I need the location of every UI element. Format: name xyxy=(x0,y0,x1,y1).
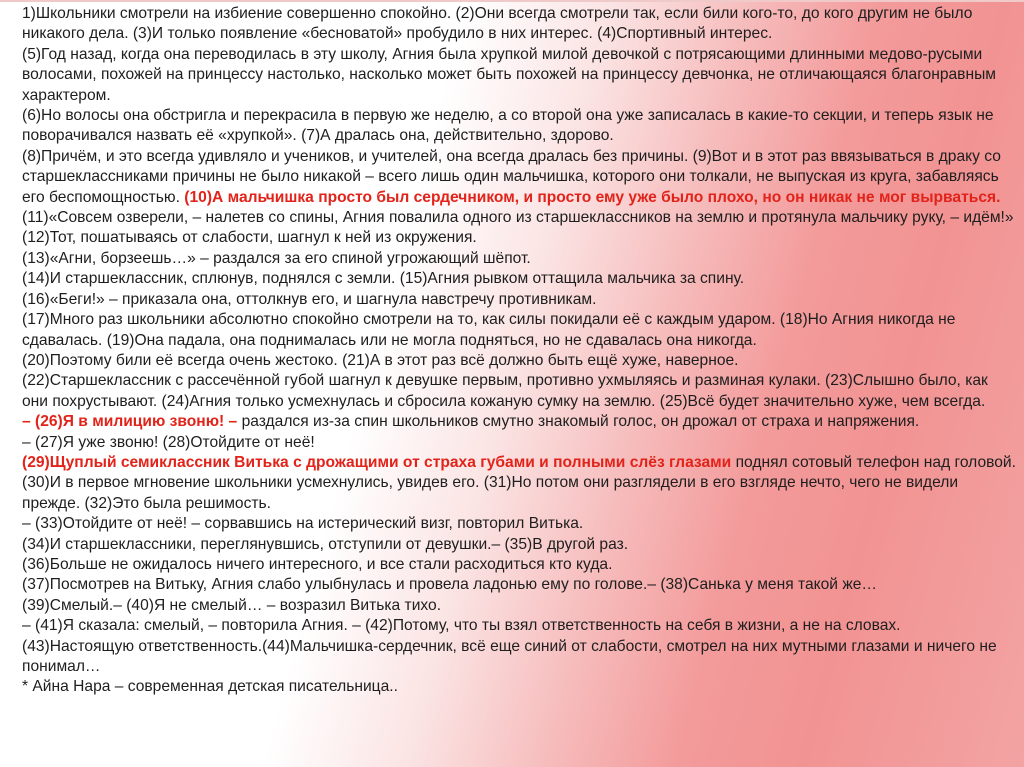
paragraph xyxy=(22,514,1018,534)
paragraph xyxy=(22,4,1018,45)
paragraph xyxy=(22,208,1018,228)
paragraph-text: (14)И старшеклассник, сплюнув, поднялся с земли. (15)Агния рывком оттащила мальчика за спину. xyxy=(22,270,745,288)
paragraph xyxy=(22,269,1018,289)
paragraph-text: (34)И старшеклассники, переглянувшись, отступили от девушки.– (35)В другой раз. xyxy=(22,535,629,553)
paragraph-text: (6)Но волосы она обстригла и перекрасила в первую же неделю, а со второй она уже записалась в какие-то секции, и теперь язык не поворачивался назвать её «хрупкой». (7)А дралась она, действительно, здорово. xyxy=(22,107,994,145)
paragraph-text: (12)Тот, пошатываясь от слабости, шагнул к ней из окружения. xyxy=(22,229,477,247)
paragraph-text: – (27)Я уже звоню! (28)Отойдите от неё! xyxy=(22,433,315,451)
paragraph-text: (20)Поэтому били её всегда очень жестоко. (21)А в этот раз всё должно быть ещё хуже, наверное. xyxy=(22,351,739,369)
paragraph xyxy=(22,290,1018,310)
highlighted-text: 29)Щуплый семиклассник Витька с дрожащими от страха губами и полными слёз глазами xyxy=(27,453,732,471)
story-text xyxy=(22,4,1018,698)
paragraph-text: раздался из-за спин школьников смутно знакомый голос, он дрожал от страха и напряжения. xyxy=(237,413,920,431)
paragraph xyxy=(22,535,1018,555)
paragraph-text: 1)Школьники смотрели на избиение совершенно спокойно. (2)Они всегда смотрели так, если били кого-то, до кого другим не было никакого дела. (3)И только появление «бесноватой» пробудило в них интерес. (4)Спортивный интерес. xyxy=(22,5,973,43)
paragraph xyxy=(22,412,1018,432)
paragraph xyxy=(22,106,1018,147)
paragraph xyxy=(22,310,1018,351)
paragraph-text: (8)Причём, и это всегда удивляло и учеников, и учителей, она всегда дралась без причины. (9)Вот и в этот раз ввязываться в драку со старшеклассниками причины не было никакой – всего лишь один мальчишка, которого они толкали, не выпуская из круга, забавляясь его беспомощностью. xyxy=(22,147,1001,206)
paragraph xyxy=(22,575,1018,595)
paragraph xyxy=(22,555,1018,575)
paragraph xyxy=(22,249,1018,269)
paragraph-text: (37)Посмотрев на Витьку, Агния слабо улыбнулась и провела ладонью ему по голове.– (38)Санька у меня такой же… xyxy=(22,576,878,594)
paragraph-text: (5)Год назад, когда она переводилась в эту школу, Агния была хрупкой милой девочкой с потрясающими длинными медово-русыми волосами, похожей на принцессу настолько, насколько может быть похожей на принцессу девчонка, не отличающаяся благонравным характером. xyxy=(22,45,996,104)
paragraph-text: (13)«Агни, борзеешь…» – раздался за его спиной угрожающий шёпот. xyxy=(22,249,531,267)
paragraph xyxy=(22,677,1018,697)
top-divider xyxy=(0,0,1024,2)
paragraph xyxy=(22,637,1018,678)
paragraph xyxy=(22,351,1018,371)
highlighted-text: ( xyxy=(22,453,28,471)
paragraph-text: – (41)Я сказала: смелый, – повторила Агния. – (42)Потому, что ты взял ответственность на себя в жизни, а не на словах. xyxy=(22,617,901,635)
paragraph xyxy=(22,596,1018,616)
paragraph-text: – (33)Отойдите от неё! – сорвавшись на истерический визг, повторил Витька. xyxy=(22,515,584,533)
highlighted-text: – (26)Я в милицию звоню! – xyxy=(22,413,238,431)
paragraph xyxy=(22,45,1018,106)
paragraph-text: (36)Больше не ожидалось ничего интересного, и все стали расходиться кто куда. xyxy=(22,555,613,573)
paragraph xyxy=(22,147,1018,208)
paragraph xyxy=(22,371,1018,412)
paragraph-text: (43)Настоящую ответственность.(44)Мальчишка-сердечник, всё еще синий от слабости, смотрел на них мутными глазами и ничего не понимал… xyxy=(22,637,997,675)
paragraph-text: (11)«Совсем озверели, – налетев со спины, Агния повалила одного из старшеклассников на землю и протянула мальчику руку, – идём!» xyxy=(22,209,1014,227)
paragraph xyxy=(22,453,1018,514)
paragraph-text: поднял сотовый телефон над головой. (30)И в первое мгновение школьники усмехнулись, увидев его. (31)Но потом они разглядели в его взгляде нечто, чего не видели прежде. (32)Это была решимость. xyxy=(22,453,1016,512)
paragraph xyxy=(22,616,1018,636)
paragraph-text: (39)Смелый.– (40)Я не смелый… – возразил Витька тихо. xyxy=(22,596,442,614)
paragraph-text: * Айна Нара – современная детская писательница.. xyxy=(22,678,398,696)
paragraph-text: (22)Старшеклассник с рассечённой губой шагнул к девушке первым, противно ухмыляясь и разминая кулаки. (23)Слышно было, как они похрустывают. (24)Агния только усмехнулась и сбросила кожаную сумку на землю. (25)Всё будет значительно хуже, чем всегда. xyxy=(22,372,988,410)
paragraph xyxy=(22,228,1018,248)
paragraph-text: (17)Много раз школьники абсолютно спокойно смотрели на то, как силы покидали её с каждым ударом. (18)Но Агния никогда не сдавалась. (19)Она падала, она поднималась или не могла подняться, но не сдавалась она никогда. xyxy=(22,311,956,349)
highlighted-text: (10)А мальчишка просто был сердечником, и просто ему уже было плохо, но он никак не мог вырваться. xyxy=(184,188,1001,206)
paragraph xyxy=(22,433,1018,453)
paragraph-text: (16)«Беги!» – приказала она, оттолкнув его, и шагнула навстречу противникам. xyxy=(22,290,597,308)
